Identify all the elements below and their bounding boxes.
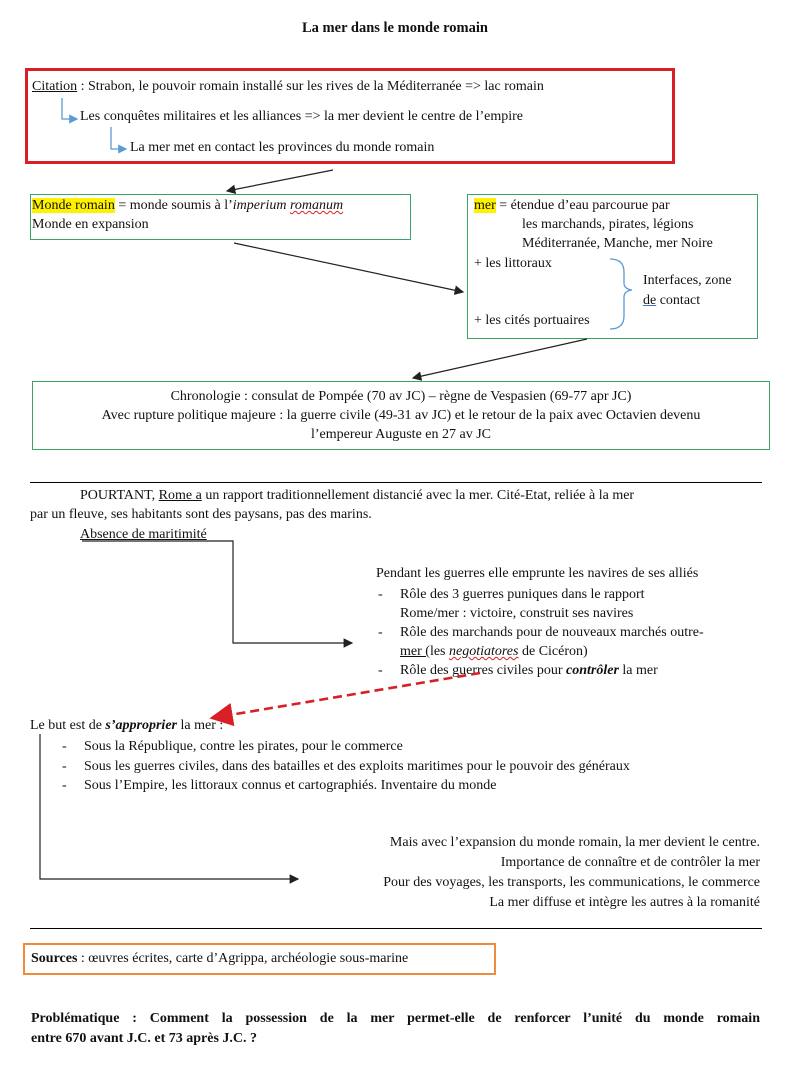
- page-title: La mer dans le monde romain: [302, 20, 488, 36]
- problematique: Problématique : Comment la possession de la mer permet-elle de renforcer l’unité du monde romain entre 670 avant J.C. et 73 après J.C. ?: [31, 1011, 760, 1046]
- arrow-mer-chrono: [413, 339, 587, 378]
- mer-line-3: Méditerranée, Manche, mer Noire: [522, 236, 713, 251]
- arrow-absence-guerres: [82, 541, 352, 643]
- guerres-intro: Pendant les guerres elle emprunte les navires de ses alliés: [376, 566, 699, 581]
- but-intro: Le but est de s’approprier la mer :: [30, 718, 224, 733]
- mer-def: mer = étendue d’eau parcourue par: [474, 198, 670, 213]
- guerres-item-3: - Rôle des guerres civiles pour contrôler la mer: [376, 661, 760, 680]
- mer-contact: de contact: [643, 293, 701, 308]
- mais-line-1: Mais avec l’expansion du monde romain, la mer devient le centre.: [389, 835, 760, 850]
- guerres-item-2: - Rôle des marchands pour de nouveaux marchés outre- mer (les negotiatores de Cicéron): [376, 623, 760, 661]
- mais-line-4: La mer diffuse et intègre les autres à la romanité: [489, 895, 760, 910]
- interfaces-brace: [610, 259, 632, 329]
- monde-romain-term: Monde romain: [32, 198, 115, 213]
- pourtant-line-1: POURTANT, Rome a un rapport traditionnellement distancié avec la mer. Cité-Etat, reliée à la mer: [80, 488, 635, 503]
- citation-line-2: Les conquêtes militaires et les alliances => la mer devient le centre de l’empire: [80, 109, 523, 124]
- elbow-arrow-2: [111, 127, 126, 149]
- sources-text: Sources : œuvres écrites, carte d’Agrippa, archéologie sous-marine: [31, 951, 409, 966]
- but-item-3: - Sous l’Empire, les littoraux connus et cartographiés. Inventaire du monde: [60, 776, 760, 796]
- mer-littoraux: + les littoraux: [474, 256, 552, 271]
- but-item-2: - Sous les guerres civiles, dans des batailles et des exploits maritimes pour le pouvoir des généraux: [60, 757, 760, 777]
- pourtant-line-2: par un fleuve, ses habitants sont des paysans, pas des marins.: [30, 507, 372, 522]
- citation-line-3: La mer met en contact les provinces du monde romain: [130, 140, 435, 155]
- citation-label: Citation: [32, 79, 78, 94]
- monde-romain-def: Monde romain = monde soumis à l’imperium romanum: [32, 198, 344, 213]
- absence-maritimite: Absence de maritimité: [80, 527, 207, 542]
- mer-term: mer: [474, 198, 496, 213]
- citation-line-1: Citation : Strabon, le pouvoir romain installé sur les rives de la Méditerranée => lac romain: [32, 79, 544, 94]
- chronologie-text: Chronologie : consulat de Pompée (70 av JC) – règne de Vespasien (69-77 apr JC) Avec rupture politique majeure : la guerre civile (49-31 av JC) et le retour de la paix avec Octavien devenu l’empereur Auguste en 27 av JC: [101, 389, 701, 442]
- mer-line-2: les marchands, pirates, légions: [522, 217, 694, 232]
- mer-cites: + les cités portuaires: [474, 313, 590, 328]
- arrow-citation-monde: [227, 170, 333, 191]
- monde-expansion: Monde en expansion: [32, 217, 149, 232]
- guerres-item-1: - Rôle des 3 guerres puniques dans le rapport Rome/mer : victoire, construit ses navires: [376, 585, 760, 623]
- arrow-but-mais: [40, 734, 298, 879]
- but-item-1: - Sous la République, contre les pirates, pour le commerce: [60, 737, 760, 757]
- mer-interfaces: Interfaces, zone: [643, 273, 732, 288]
- mais-line-2: Importance de connaître et de contrôler la mer: [500, 855, 760, 870]
- arrow-monde-mer: [234, 243, 463, 292]
- arrow-controler-approprier: [212, 673, 480, 718]
- elbow-arrow-1: [62, 98, 77, 119]
- mais-line-3: Pour des voyages, les transports, les communications, le commerce: [383, 875, 760, 890]
